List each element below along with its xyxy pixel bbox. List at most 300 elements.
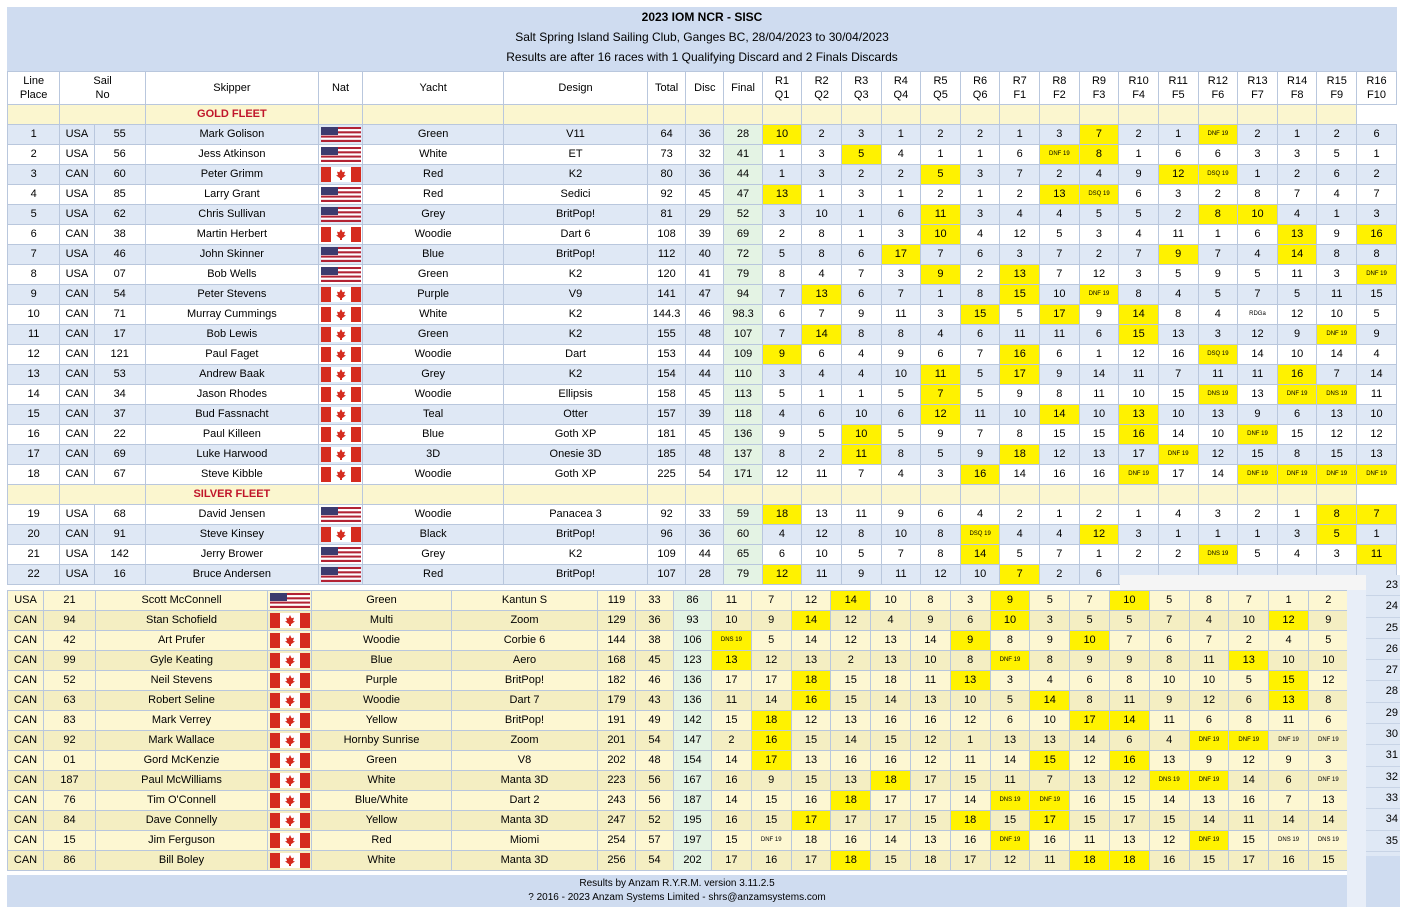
- race-score: 3: [990, 671, 1030, 691]
- canada-flag-icon: [321, 367, 361, 382]
- race-score: 14: [1357, 365, 1397, 385]
- race-score: 2: [1238, 505, 1278, 525]
- header-r8-f2: R8 F2: [1040, 72, 1080, 105]
- header-row: [8, 72, 1397, 105]
- design-name: ET: [504, 145, 648, 165]
- total-score: 158: [647, 385, 685, 405]
- nat-flag: [268, 611, 312, 631]
- race-score: 10: [950, 691, 990, 711]
- race-score: 11: [950, 751, 990, 771]
- race-score: 18: [751, 711, 791, 731]
- race-score: 10: [1189, 671, 1229, 691]
- skipper-name: Bruce Andersen: [145, 565, 318, 585]
- race-score: 5: [1198, 285, 1238, 305]
- header-yacht: Yacht: [363, 72, 504, 105]
- yacht-name: Woodie: [312, 691, 452, 711]
- discard-score: 52: [636, 811, 674, 831]
- race-score: 8: [1357, 245, 1397, 265]
- race-score: 8: [1317, 505, 1357, 525]
- skipper-name: Peter Stevens: [145, 285, 318, 305]
- race-score: 2: [841, 165, 881, 185]
- race-score: 8: [1040, 385, 1080, 405]
- total-score: 185: [647, 445, 685, 465]
- nat-flag: [318, 405, 362, 425]
- race-score: 3: [762, 365, 802, 385]
- race-score: 1: [1158, 525, 1198, 545]
- sail-number: 55: [94, 125, 145, 145]
- race-score: 2: [1229, 631, 1269, 651]
- race-score: 1: [841, 225, 881, 245]
- sail-number: 63: [44, 691, 96, 711]
- race-score: 10: [802, 205, 842, 225]
- race-score: 1: [1357, 145, 1397, 165]
- final-score: 69: [724, 225, 762, 245]
- line-place: 34: [1366, 809, 1400, 830]
- race-score: 12: [1109, 771, 1149, 791]
- race-score: 15: [712, 831, 752, 851]
- discard-score: 47: [686, 285, 724, 305]
- race-score: 1: [921, 145, 961, 165]
- race-score: 13: [1308, 791, 1348, 811]
- race-score: 14: [1158, 425, 1198, 445]
- race-score: 5: [1357, 305, 1397, 325]
- sail-country: CAN: [8, 791, 44, 811]
- race-score: 7: [960, 345, 1000, 365]
- race-score: 4: [841, 365, 881, 385]
- event-title: 2023 IOM NCR - SISC: [641, 10, 763, 24]
- nat-flag: [268, 751, 312, 771]
- sail-number: 67: [94, 465, 145, 485]
- design-name: Ellipsis: [504, 385, 648, 405]
- sail-number: 92: [44, 731, 96, 751]
- race-score: 9: [910, 611, 950, 631]
- header-line-place: Line Place: [8, 72, 60, 105]
- fleet-empty: [762, 485, 802, 505]
- race-score: 9: [1189, 751, 1229, 771]
- total-score: 179: [598, 691, 636, 711]
- race-score: 4: [1030, 671, 1070, 691]
- race-score: 5: [1238, 265, 1278, 285]
- race-score: 9: [990, 591, 1030, 611]
- yacht-name: Red: [363, 165, 504, 185]
- race-score: DNF 19: [1198, 125, 1238, 145]
- race-score: 11: [1189, 651, 1229, 671]
- fleet-row: [8, 105, 1397, 125]
- race-score: 18: [791, 831, 831, 851]
- race-score: 17: [712, 851, 752, 871]
- discard-score: 36: [636, 611, 674, 631]
- sail-country: CAN: [60, 525, 94, 545]
- race-score: 9: [841, 565, 881, 585]
- race-score: 11: [1357, 545, 1397, 565]
- header-r15-f9: R15 F9: [1317, 72, 1357, 105]
- results-body: [8, 105, 1397, 585]
- race-score: 3: [762, 205, 802, 225]
- race-score: DNF 19: [1158, 445, 1198, 465]
- fleet-row: [8, 485, 1397, 505]
- sail-country: CAN: [8, 831, 44, 851]
- yacht-name: Woodie: [363, 465, 504, 485]
- discard-score: 39: [686, 225, 724, 245]
- skipper-name: Jerry Brower: [145, 545, 318, 565]
- skipper-name: Bud Fassnacht: [145, 405, 318, 425]
- race-score: 8: [762, 265, 802, 285]
- race-score: 15: [791, 731, 831, 751]
- race-score: 6: [1079, 565, 1119, 585]
- line-place: 23: [1366, 575, 1400, 596]
- total-score: 112: [647, 245, 685, 265]
- race-score: DNF 19: [1238, 425, 1278, 445]
- race-score: 3: [881, 225, 921, 245]
- race-score: 13: [871, 631, 911, 651]
- skipper-name: Gord McKenzie: [96, 751, 268, 771]
- results-row: [8, 125, 1397, 145]
- final-score: 142: [674, 711, 712, 731]
- race-score: 5: [802, 425, 842, 445]
- fleet-empty: [686, 105, 724, 125]
- discard-score: 38: [636, 631, 674, 651]
- race-score: 12: [791, 711, 831, 731]
- design-name: BritPop!: [504, 205, 648, 225]
- race-score: 13: [1238, 385, 1278, 405]
- header-r16-f10: R16 F10: [1357, 72, 1397, 105]
- canada-flag-icon: [270, 813, 310, 828]
- yacht-name: Blue: [312, 651, 452, 671]
- nat-flag: [268, 851, 312, 871]
- final-score: 47: [724, 185, 762, 205]
- sail-number: 142: [94, 545, 145, 565]
- race-score: 1: [762, 145, 802, 165]
- race-score: 18: [910, 851, 950, 871]
- race-score: 18: [871, 671, 911, 691]
- results-row: [8, 751, 1349, 771]
- race-score: 4: [802, 365, 842, 385]
- race-score: 9: [751, 611, 791, 631]
- skipper-name: Jim Ferguson: [96, 831, 268, 851]
- race-score: 11: [881, 305, 921, 325]
- total-score: 191: [598, 711, 636, 731]
- race-score: 13: [1269, 691, 1309, 711]
- nat-flag: [268, 651, 312, 671]
- race-score: 7: [751, 591, 791, 611]
- discard-score: 44: [686, 365, 724, 385]
- race-score: 15: [712, 711, 752, 731]
- race-score: 13: [1357, 445, 1397, 465]
- yacht-name: Teal: [363, 405, 504, 425]
- sail-country: CAN: [8, 731, 44, 751]
- sail-country: USA: [60, 545, 94, 565]
- sail-number: 17: [94, 325, 145, 345]
- race-score: 6: [1277, 405, 1317, 425]
- race-score: DSQ 19: [1079, 185, 1119, 205]
- race-score: 12: [1238, 325, 1278, 345]
- header-disc: Disc: [686, 72, 724, 105]
- sail-number: 53: [94, 365, 145, 385]
- results-row: [8, 365, 1397, 385]
- total-score: 254: [598, 831, 636, 851]
- line-place: 4: [8, 185, 60, 205]
- race-score: 4: [1149, 731, 1189, 751]
- header-nat: Nat: [318, 72, 362, 105]
- race-score: 13: [1317, 405, 1357, 425]
- line-place: 12: [8, 345, 60, 365]
- race-score: 9: [1040, 365, 1080, 385]
- missing-strip: [1120, 575, 1366, 590]
- design-name: K2: [504, 545, 648, 565]
- race-score: 5: [1158, 265, 1198, 285]
- race-score: 9: [1308, 611, 1348, 631]
- race-score: 15: [791, 771, 831, 791]
- race-score: 10: [802, 545, 842, 565]
- yacht-name: Woodie: [363, 225, 504, 245]
- canada-flag-icon: [321, 447, 361, 462]
- line-place-column: [1366, 575, 1400, 873]
- discard-score: 36: [686, 125, 724, 145]
- race-score: 15: [831, 691, 871, 711]
- discard-score: 40: [686, 245, 724, 265]
- race-score: 2: [802, 445, 842, 465]
- race-score: 4: [762, 525, 802, 545]
- race-score: 6: [1040, 345, 1080, 365]
- race-score: 8: [1308, 691, 1348, 711]
- race-score: 1: [1238, 165, 1278, 185]
- race-score: 8: [990, 631, 1030, 651]
- race-score: 5: [841, 545, 881, 565]
- skipper-name: Bob Wells: [145, 265, 318, 285]
- race-score: 5: [1149, 591, 1189, 611]
- sail-number: 56: [94, 145, 145, 165]
- race-score: 1: [1198, 525, 1238, 545]
- fleet-empty: [60, 105, 146, 125]
- nat-flag: [318, 185, 362, 205]
- results-row: [8, 305, 1397, 325]
- discard-score: 36: [686, 525, 724, 545]
- results-body-continued: [8, 591, 1349, 871]
- race-score: 18: [831, 851, 871, 871]
- race-score: 6: [1149, 631, 1189, 651]
- skipper-name: Tim O'Connell: [96, 791, 268, 811]
- race-score: 16: [1109, 751, 1149, 771]
- race-score: 6: [921, 505, 961, 525]
- race-score: 10: [990, 611, 1030, 631]
- design-name: Manta 3D: [452, 851, 598, 871]
- race-score: 8: [950, 651, 990, 671]
- canada-flag-icon: [270, 693, 310, 708]
- race-score: 17: [910, 791, 950, 811]
- race-score: 14: [950, 791, 990, 811]
- sail-number: 85: [94, 185, 145, 205]
- fleet-empty: [504, 485, 648, 505]
- sail-number: 16: [94, 565, 145, 585]
- header-r9-f3: R9 F3: [1079, 72, 1119, 105]
- race-score: 14: [802, 325, 842, 345]
- yacht-name: Yellow: [312, 711, 452, 731]
- race-score: 10: [762, 125, 802, 145]
- race-score: 8: [1109, 671, 1149, 691]
- sail-country: USA: [60, 245, 94, 265]
- race-score: 11: [1000, 325, 1040, 345]
- final-score: 79: [724, 265, 762, 285]
- yacht-name: Green: [363, 325, 504, 345]
- fleet-empty: [1238, 105, 1278, 125]
- race-score: 4: [841, 345, 881, 365]
- race-score: 14: [1070, 731, 1110, 751]
- race-score: 6: [960, 325, 1000, 345]
- race-score: DNF 19: [1277, 385, 1317, 405]
- final-score: 94: [724, 285, 762, 305]
- fleet-empty: [802, 485, 842, 505]
- race-score: DNF 19: [1189, 731, 1229, 751]
- skipper-name: Steve Kinsey: [145, 525, 318, 545]
- total-score: 109: [647, 545, 685, 565]
- race-score: DNF 19: [1269, 731, 1309, 751]
- race-score: 16: [960, 465, 1000, 485]
- design-name: Dart 6: [504, 225, 648, 245]
- race-score: 2: [1238, 125, 1278, 145]
- race-score: 4: [1079, 165, 1119, 185]
- discard-score: 29: [686, 205, 724, 225]
- design-name: BritPop!: [504, 565, 648, 585]
- race-score: 4: [871, 611, 911, 631]
- race-score: 16: [871, 711, 911, 731]
- discard-score: 48: [636, 751, 674, 771]
- canada-flag-icon: [321, 227, 361, 242]
- race-score: 15: [751, 791, 791, 811]
- design-name: Onesie 3D: [504, 445, 648, 465]
- sail-country: USA: [60, 265, 94, 285]
- skipper-name: Paul McWilliams: [96, 771, 268, 791]
- race-score: 11: [1229, 811, 1269, 831]
- race-score: 11: [1119, 365, 1159, 385]
- race-score: DNS 19: [1317, 385, 1357, 405]
- race-score: 15: [910, 811, 950, 831]
- discard-score: 33: [686, 505, 724, 525]
- race-score: 4: [921, 325, 961, 345]
- race-score: 10: [1119, 385, 1159, 405]
- final-score: 107: [724, 325, 762, 345]
- fleet-empty: [1317, 105, 1357, 125]
- line-place: 11: [8, 325, 60, 345]
- final-score: 202: [674, 851, 712, 871]
- race-score: DNF 19: [1317, 465, 1357, 485]
- race-score: 8: [881, 325, 921, 345]
- total-score: 202: [598, 751, 636, 771]
- usa-flag-icon: [321, 207, 361, 222]
- race-score: 8: [960, 285, 1000, 305]
- race-score: 12: [751, 651, 791, 671]
- race-score: 18: [762, 505, 802, 525]
- header-final: Final: [724, 72, 762, 105]
- race-score: 9: [921, 265, 961, 285]
- race-score: 12: [1119, 345, 1159, 365]
- yacht-name: Green: [363, 265, 504, 285]
- race-score: 12: [802, 525, 842, 545]
- final-score: 113: [724, 385, 762, 405]
- sail-number: 15: [44, 831, 96, 851]
- race-score: 14: [1149, 791, 1189, 811]
- race-score: 7: [881, 545, 921, 565]
- final-score: 195: [674, 811, 712, 831]
- line-place: 28: [1366, 681, 1400, 702]
- nat-flag: [318, 125, 362, 145]
- race-score: 16: [1269, 851, 1309, 871]
- design-name: Zoom: [452, 611, 598, 631]
- fleet-empty: [1277, 485, 1317, 505]
- race-score: 6: [960, 245, 1000, 265]
- results-row: [8, 285, 1397, 305]
- skipper-name: Mark Verrey: [96, 711, 268, 731]
- final-score: 136: [724, 425, 762, 445]
- nat-flag: [318, 325, 362, 345]
- design-name: Dart: [504, 345, 648, 365]
- race-score: 16: [751, 731, 791, 751]
- race-score: 4: [1269, 631, 1309, 651]
- design-name: Goth XP: [504, 425, 648, 445]
- final-score: 86: [674, 591, 712, 611]
- race-score: 3: [802, 165, 842, 185]
- race-score: 17: [1119, 445, 1159, 465]
- line-place: 13: [8, 365, 60, 385]
- race-score: 2: [1000, 185, 1040, 205]
- race-score: 6: [1000, 145, 1040, 165]
- race-score: 3: [1119, 525, 1159, 545]
- race-score: 15: [1000, 285, 1040, 305]
- design-name: Panacea 3: [504, 505, 648, 525]
- sail-number: 187: [44, 771, 96, 791]
- race-score: 2: [712, 731, 752, 751]
- race-score: 13: [910, 831, 950, 851]
- race-score: DNF 19: [751, 831, 791, 851]
- fleet-empty: [960, 105, 1000, 125]
- race-score: 18: [831, 791, 871, 811]
- race-score: 1: [921, 285, 961, 305]
- race-score: 7: [841, 265, 881, 285]
- race-score: 17: [1109, 811, 1149, 831]
- fleet-empty: [318, 485, 362, 505]
- race-score: 13: [802, 285, 842, 305]
- nat-flag: [318, 385, 362, 405]
- design-name: BritPop!: [452, 671, 598, 691]
- line-place: 15: [8, 405, 60, 425]
- race-score: 17: [1070, 711, 1110, 731]
- race-score: 18: [1070, 851, 1110, 871]
- race-score: 16: [871, 751, 911, 771]
- race-score: 13: [1109, 831, 1149, 851]
- header-r12-f6: R12 F6: [1198, 72, 1238, 105]
- yacht-name: Woodie: [363, 505, 504, 525]
- sail-number: 84: [44, 811, 96, 831]
- sail-number: 21: [44, 591, 96, 611]
- race-score: 5: [921, 165, 961, 185]
- skipper-name: John Skinner: [145, 245, 318, 265]
- race-score: 2: [1357, 165, 1397, 185]
- race-score: 14: [871, 691, 911, 711]
- discard-score: 45: [636, 651, 674, 671]
- header-r5-q5: R5 Q5: [921, 72, 961, 105]
- race-score: 15: [1079, 425, 1119, 445]
- race-score: 13: [1040, 185, 1080, 205]
- race-score: 13: [910, 691, 950, 711]
- sail-country: CAN: [8, 671, 44, 691]
- race-score: 9: [1277, 325, 1317, 345]
- total-score: 64: [647, 125, 685, 145]
- race-score: 2: [881, 165, 921, 185]
- race-score: 11: [1040, 325, 1080, 345]
- race-score: 15: [1070, 811, 1110, 831]
- race-score: 4: [1119, 225, 1159, 245]
- design-name: BritPop!: [452, 711, 598, 731]
- line-place: 22: [8, 565, 60, 585]
